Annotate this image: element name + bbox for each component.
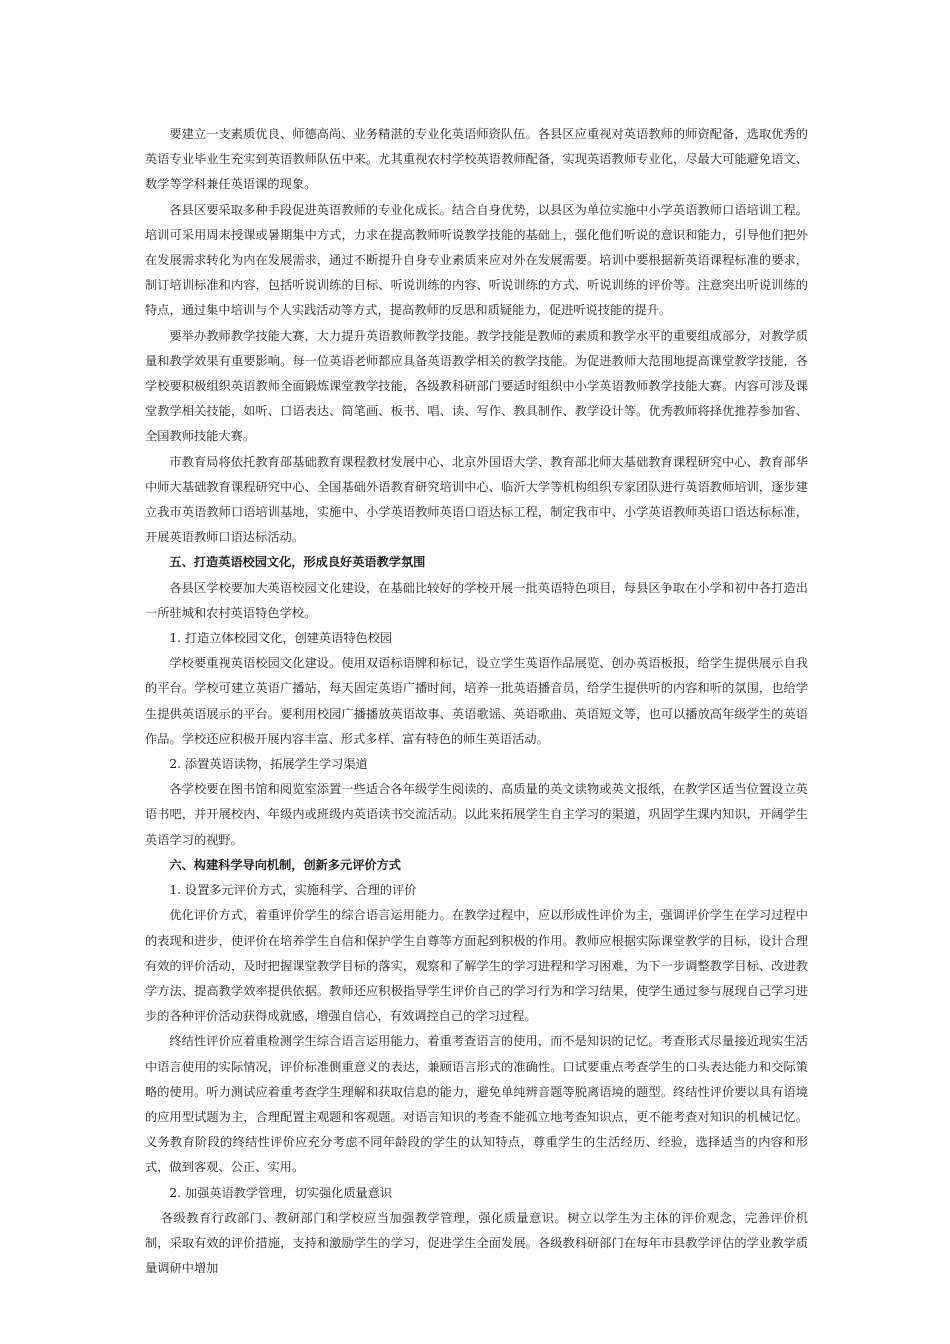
section-heading-6: 六、构建科学导向机制，创新多元评价方式	[169, 857, 401, 872]
paragraph-teaching-skills-contest: 要举办教师教学技能大赛，大力提升英语教师教学技能。教学技能是教师的素质和教学水平的重要组成部分，对教学质量和教学效果有重要影响。每一位英语老师都应具备英语教学相关的教学技能。为促进教师大范围地提高课堂教学技能，各学校要积极组织英语教师全面锻炼课堂教学技能，各级教科研部门要适时组织中小学英语教师教学技能大赛。内容可涉及课堂教学相关技能，如听、口语表达、简笔画、板书、唱、读、写作、教具制作、教学设计等。优秀教师将择优推荐参加省、全国教师技能大赛。	[145, 328, 808, 444]
section-heading-5: 五、打造英语校园文化，形成良好英语教学氛围	[169, 555, 426, 570]
paragraph-english-reading: 各学校要在图书馆和阅览室添置一些适合各年级学生阅读的、高质量的英文读物或英文报纸，在教学区适当位置设立英语书吧，并开展校内、年级内或班级内英语读书交流活动。以此来拓展学生自主学习的渠道，巩固学生课内知识，开阔学生英语学习的视野。	[145, 782, 808, 847]
paragraph-campus-culture: 各县区学校要加大英语校园文化建设，在基础比较好的学校开展一批英语特色项目，每县区争取在小学和初中各打造出一所驻城和农村英语特色学校。	[145, 580, 808, 620]
paragraph-teacher-staffing: 要建立一支素质优良、师德高尚、业务精湛的专业化英语师资队伍。各县区应重视对英语教师的师资配备，选取优秀的英语专业毕业生充实到英语教师队伍中来。尤其重视农村学校英语教师配备，实现英语教师专业化，尽最大可能避免语文、数学等学科兼任英语课的现象。	[145, 127, 808, 192]
subheading-6-2: 2. 加强英语教学管理，切实强化质量意识	[169, 1185, 393, 1200]
paragraph-oral-training-base: 市教育局将依托教育部基础教育课程教材发展中心、北京外国语大学、教育部北师大基础教育课程研究中心、教育部华中师大基础教育课程研究中心、全国基础外语教育研究培训中心、临沂大学等机构组织专家团队进行英语教师培训，逐步建立我市英语教师口语培训基地，实施中、小学英语教师英语口语达标工程，制定我市中、小学英语教师英语口语达标标准，开展英语教师口语达标活动。	[145, 454, 808, 545]
subheading-5-1: 1. 打造立体校园文化，创建英语特色校园	[169, 631, 393, 646]
paragraph-teacher-development: 各县区要采取多种手段促进英语教师的专业化成长。结合自身优势，以县区为单位实施中小学英语教师口语培训工程。培训可采用周末授课或暑期集中方式，力求在提高教师听说教学技能的基础上，强化他们听说的意识和能力，引导他们把外在发展需求转化为内在发展需求，通过不断提升自身专业素质来应对外在发展需要。培训中要根据新英语课程标准的要求，制订培训标准和内容，包括听说训练的目标、听说训练的内容、听说训练的方式、听说训练的评价等。注意突出听说训练的特点，通过集中培训与个人实践活动等方式，提高教师的反思和质疑能力，促进听说技能的提升。	[145, 202, 808, 318]
paragraph-bilingual-campus: 学校要重视英语校园文化建设。使用双语标语牌和标记，设立学生英语作品展览、创办英语板报，给学生提供展示自我的平台。学校可建立英语广播站，每天固定英语广播时间，培养一批英语播音员，给学生提供听的内容和听的氛围，也给学生提供英语展示的平台。要利用校园广播播放英语故事、英语歌谣、英语歌曲、英语短文等，也可以播放高年级学生的英语作品。学校还应积极开展内容丰富、形式多样、富有特色的师生英语活动。	[145, 656, 808, 746]
paragraph-teaching-management: 各级教育行政部门、教研部门和学校应当加强教学管理，强化质量意识。树立以学生为主体的评价观念，完善评价机制，采取有效的评价措施，支持和激励学生的学习，促进学生全面发展。各级教科研部门在每年市县教学评估的学业教学质量调研中增加	[145, 1210, 808, 1276]
subheading-6-1: 1. 设置多元评价方式，实施科学、合理的评价	[169, 883, 417, 898]
subheading-5-2: 2. 添置英语读物，拓展学生学习渠道	[169, 757, 368, 772]
document-page	[145, 122, 808, 1281]
paragraph-formative-evaluation: 优化评价方式，着重评价学生的综合语言运用能力。在教学过程中，应以形成性评价为主，强调评价学生在学习过程中的表现和进步，使评价在培养学生自信和保护学生自尊等方面起到积极的作用。教师应根据实际课堂教学的目标，设计合理有效的评价活动，及时把握课堂教学目标的落实，观察和了解学生的学习进程和学习困难，为下一步调整教学目标、改进教学方法、提高教学效率提供依据。教师还应积极指导学生评价自己的学习行为和学习结果，使学生通过参与展现自己学习进步的各种评价活动获得成就感，增强自信心，有效调控自己的学习过程。	[145, 908, 808, 1024]
paragraph-summative-evaluation: 终结性评价应着重检测学生综合语言运用能力，着重考查语言的使用，而不是知识的记忆。考查形式尽量接近现实生活中语言使用的实际情况，评价标准侧重意义的表达，兼顾语言形式的准确性。口试要重点考查学生的口头表达能力和交际策略的使用。听力测试应着重考查学生理解和获取信息的能力，避免单纯辨音题等脱离语境的题型。终结性评价要以具有语境的应用型试题为主，合理配置主观题和客观题。对语言知识的考查不能孤立地考查知识点，更不能考查对知识的机械记忆。义务教育阶段的终结性评价应充分考虑不同年龄段的学生的认知特点，尊重学生的生活经历、经验，选择适当的内容和形式，做到客观、公正、实用。	[145, 1034, 808, 1175]
